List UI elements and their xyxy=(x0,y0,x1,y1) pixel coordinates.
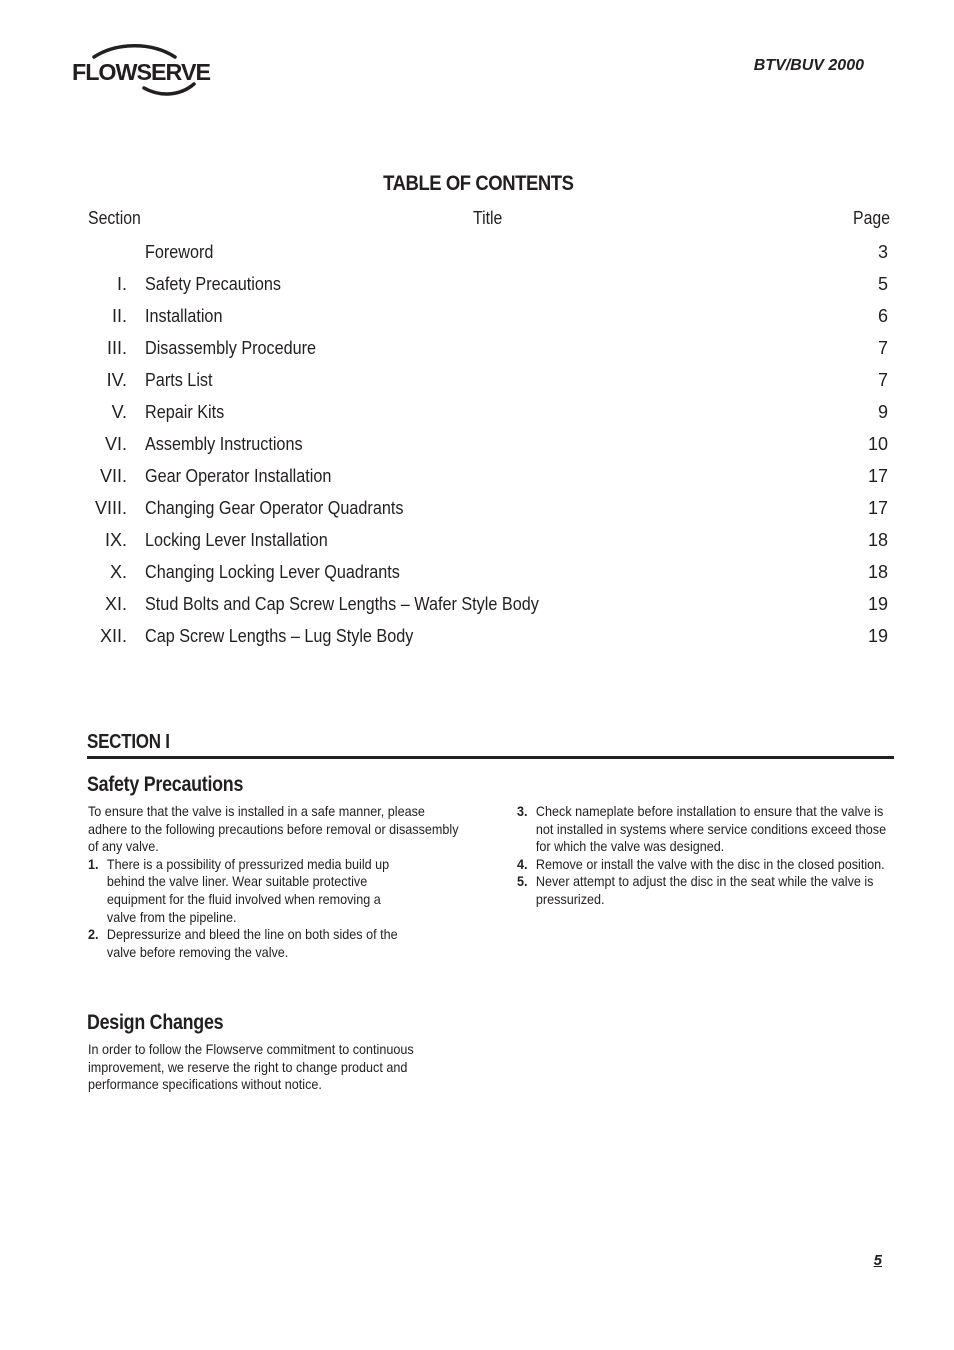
toc-row xyxy=(88,368,890,400)
safety-precautions-title: Safety Precautions xyxy=(87,773,244,796)
toc-page-number: 19 xyxy=(867,594,888,614)
toc-row xyxy=(88,336,890,368)
toc-section-number: VIII. xyxy=(94,498,127,518)
safety-left-column xyxy=(88,803,466,961)
safety-list-right xyxy=(517,803,895,909)
toc-col-title: Title xyxy=(473,208,503,228)
safety-right-column xyxy=(517,803,895,909)
toc-list xyxy=(88,240,890,656)
toc-entry-title: Gear Operator Installation xyxy=(145,466,332,486)
toc-row xyxy=(88,592,890,624)
list-item: 4. Remove or install the valve with the disc in the closed position. xyxy=(517,855,885,872)
toc-section-number: IX. xyxy=(104,530,127,550)
toc-section-number: II. xyxy=(111,306,127,326)
toc-section-number: XI. xyxy=(104,594,127,614)
toc-col-page: Page xyxy=(852,208,890,228)
toc-entry-title: Installation xyxy=(145,306,223,326)
toc-page-number: 18 xyxy=(867,562,888,582)
logo-wordmark: FLOWSERVE xyxy=(72,59,211,85)
toc-section-number: VII. xyxy=(99,466,127,486)
design-changes-text: In order to follow the Flowserve commitment to continuous improvement, we reserve the right to change product and performance specifications without notice. xyxy=(88,1041,414,1093)
design-changes-title: Design Changes xyxy=(87,1011,224,1034)
toc-row xyxy=(88,432,890,464)
toc-section-number: IV. xyxy=(106,370,127,390)
toc-col-section: Section xyxy=(88,208,141,228)
toc-entry-title: Stud Bolts and Cap Screw Lengths – Wafer Style Body xyxy=(145,594,539,614)
flowserve-logo xyxy=(72,44,212,98)
toc-page-number: 10 xyxy=(867,434,888,454)
toc-section-number: XII. xyxy=(99,626,127,646)
toc-section-number: V. xyxy=(111,402,127,422)
toc-page-number: 7 xyxy=(877,370,888,390)
toc-section-number: III. xyxy=(106,338,127,358)
toc-entry-title: Cap Screw Lengths – Lug Style Body xyxy=(145,626,414,646)
toc-entry-title: Locking Lever Installation xyxy=(145,530,328,550)
document-id: BTV/BUV 2000 xyxy=(753,57,864,74)
toc-page-number: 5 xyxy=(877,274,888,294)
toc-page-number: 17 xyxy=(867,466,888,486)
toc-row xyxy=(88,400,890,432)
toc-page-number: 7 xyxy=(877,338,888,358)
toc-entry-title: Assembly Instructions xyxy=(145,434,303,454)
toc-entry-title: Foreword xyxy=(145,242,214,262)
toc-entry-title: Changing Locking Lever Quadrants xyxy=(145,562,400,582)
section-heading xyxy=(87,731,894,759)
list-item: 1. There is a possibility of pressurized media build up behind the valve liner. Wear suitable protective equipment for the fluid involved when removing a valve from the pipeline. xyxy=(88,855,390,925)
safety-intro: To ensure that the valve is installed in a safe manner, please adhere to the following precautions before removal or disassembly of any valve. xyxy=(88,803,459,855)
toc-row xyxy=(88,304,890,336)
toc-row xyxy=(88,528,890,560)
toc-page-number: 3 xyxy=(877,242,888,262)
toc-entry-title: Parts List xyxy=(145,370,213,390)
toc-entry-title: Repair Kits xyxy=(145,402,225,422)
toc-entry-title: Safety Precautions xyxy=(145,274,281,294)
list-item: 3. Check nameplate before installation to ensure that the valve is not installed in systems where service conditions exceed those for which the valve was designed. xyxy=(517,803,887,855)
toc-page-number: 17 xyxy=(867,498,888,518)
toc-entry-title: Disassembly Procedure xyxy=(145,338,317,358)
toc-page-number: 19 xyxy=(867,626,888,646)
page-number: 5 xyxy=(873,1252,882,1269)
toc-row xyxy=(88,464,890,496)
toc-page-number: 9 xyxy=(877,402,888,422)
list-item: 5. Never attempt to adjust the disc in the seat while the valve is pressurized. xyxy=(517,873,874,907)
list-item: 2. Depressurize and bleed the line on both sides of the valve before removing the valve. xyxy=(88,926,398,960)
toc-row xyxy=(88,272,890,304)
toc-title: TABLE OF CONTENTS xyxy=(383,172,574,195)
toc-row xyxy=(88,560,890,592)
section-heading-text: SECTION I xyxy=(87,731,170,753)
toc-page-number: 18 xyxy=(867,530,888,550)
toc-entry-title: Changing Gear Operator Quadrants xyxy=(145,498,404,518)
toc-section-number: VI. xyxy=(104,434,127,454)
toc-row xyxy=(88,624,890,656)
toc-row xyxy=(88,496,890,528)
toc-section-number: X. xyxy=(109,562,127,582)
toc-header xyxy=(88,208,890,234)
toc-page-number: 6 xyxy=(877,306,888,326)
toc-section-number: I. xyxy=(116,274,127,294)
safety-list-left xyxy=(88,856,466,962)
toc-row xyxy=(88,240,890,272)
